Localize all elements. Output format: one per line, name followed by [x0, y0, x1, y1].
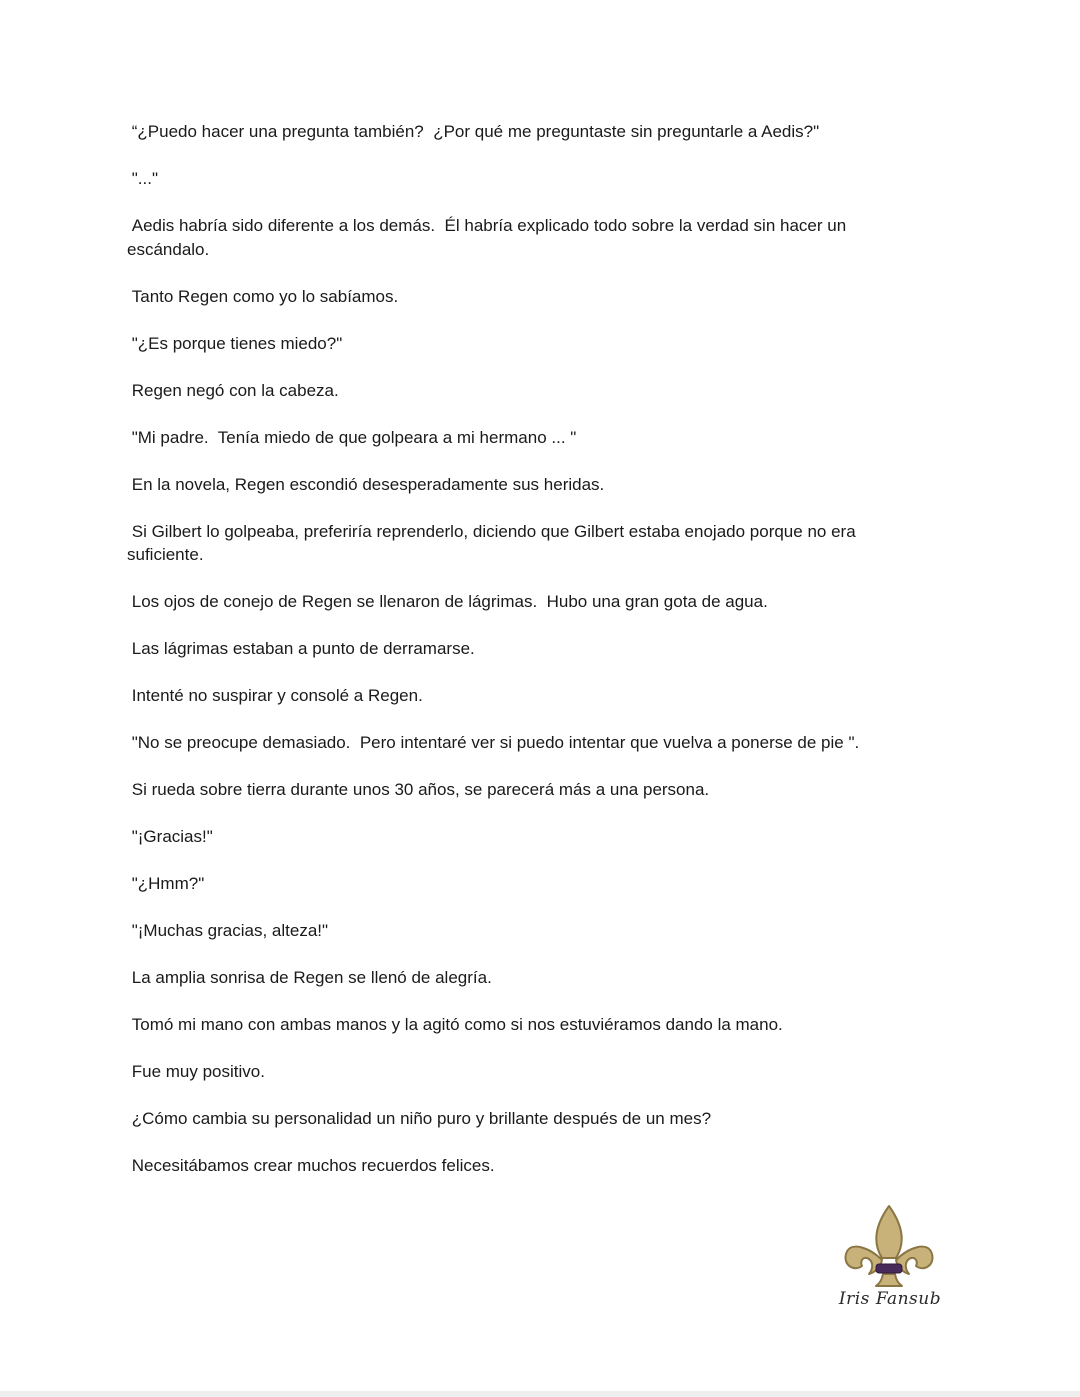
paragraph: Fue muy positivo.	[127, 1062, 265, 1081]
paragraph: "No se preocupe demasiado. Pero intentaré ver si puedo intentar que vuelva a ponerse de pie ".	[127, 733, 860, 752]
page-bottom-edge	[0, 1391, 1080, 1397]
document-body	[127, 120, 907, 1201]
paragraph: Tanto Regen como yo lo sabíamos.	[127, 286, 399, 306]
paragraph: En la novela, Regen escondió desesperadamente sus heridas.	[127, 474, 605, 494]
paragraph: "..."	[127, 169, 158, 188]
watermark-text: Iris Fansub	[838, 1289, 942, 1309]
paragraph: Tomó mi mano con ambas manos y la agitó como si nos estuviéramos dando la mano.	[127, 1015, 783, 1034]
paragraph: Las lágrimas estaban a punto de derramarse.	[127, 639, 475, 658]
paragraph: La amplia sonrisa de Regen se llenó de alegría.	[127, 968, 492, 987]
paragraph: Intenté no suspirar y consolé a Regen.	[127, 686, 423, 705]
paragraph: "¿Hmm?"	[127, 874, 205, 893]
paragraph: "Mi padre. Tenía miedo de que golpeara a mi hermano ... "	[127, 427, 577, 447]
paragraph: Aedis habría sido diferente a los demás. Él habría explicado todo sobre la verdad sin hacer un escándalo.	[127, 216, 851, 259]
paragraph: ¿Cómo cambia su personalidad un niño puro y brillante después de un mes?	[127, 1109, 712, 1128]
paragraph: "¡Gracias!"	[127, 827, 213, 846]
paragraph: "¿Es porque tienes miedo?"	[127, 333, 343, 353]
watermark-logo	[836, 1202, 942, 1314]
paragraph: “¿Puedo hacer una pregunta también? ¿Por qué me preguntaste sin preguntarle a Aedis?"	[127, 122, 820, 141]
paragraph: Los ojos de conejo de Regen se llenaron de lágrimas. Hubo una gran gota de agua.	[127, 592, 768, 611]
paragraph: "¡Muchas gracias, alteza!"	[127, 921, 329, 940]
paragraph: Necesitábamos crear muchos recuerdos felices.	[127, 1156, 495, 1175]
fleur-de-lis-icon	[836, 1202, 942, 1294]
paragraph: Regen negó con la cabeza.	[127, 380, 339, 400]
paragraph: Si Gilbert lo golpeaba, preferiría reprenderlo, diciendo que Gilbert estaba enojado porque no era suficiente.	[127, 521, 861, 564]
paragraph: Si rueda sobre tierra durante unos 30 años, se parecerá más a una persona.	[127, 780, 710, 799]
